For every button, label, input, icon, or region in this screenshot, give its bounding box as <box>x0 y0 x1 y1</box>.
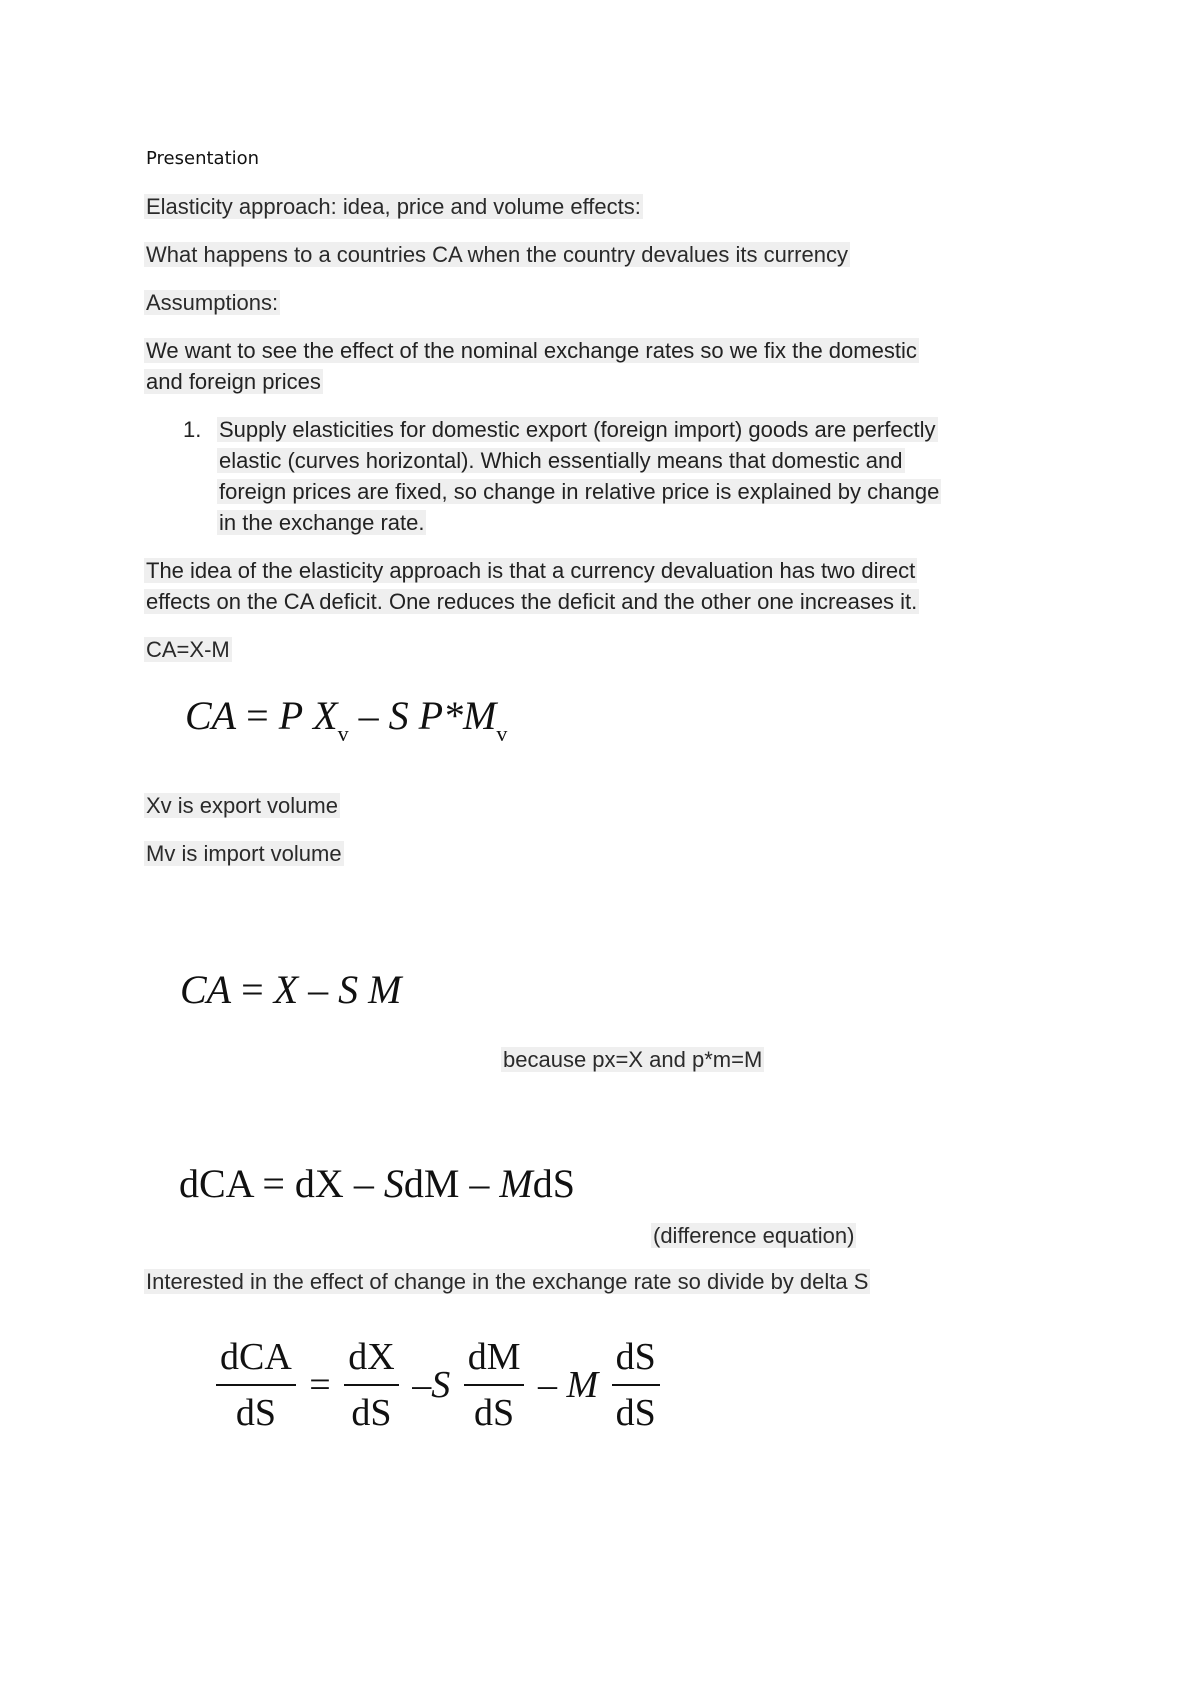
paragraph-difference-equation: (difference equation) <box>653 1223 855 1248</box>
equation-derivative: $\frac{\text{dCA}}{dS}$ = $\frac{dX}{dS}$ –S $\frac{dM}{dS}$ – M $\frac{dS}{dS}$ <box>212 1330 664 1440</box>
paragraph-mv-definition: Mv is import volume <box>146 841 342 866</box>
paragraph-question: What happens to a countries CA when the country devalues its currency <box>146 242 848 267</box>
paragraph-assumptions: Assumptions: <box>146 290 279 315</box>
equation-difference: dCA = dX – SdM – MdS <box>179 1161 575 1206</box>
paragraph-ca-definition: CA=X-M <box>146 637 230 662</box>
list-item-supply-elasticities: Supply elasticities for domestic export (foreign import) goods are perfectly elastic (curves horizontal). Which essentially means that domestic and foreign prices are fixed, so change in relative price is explained by change in the exchange rate. <box>219 417 940 535</box>
paragraph-because: because px=X and p*m=M <box>503 1047 763 1072</box>
paragraph-fix-prices: We want to see the effect of the nominal exchange rates so we fix the domestic and foreign prices <box>146 338 917 394</box>
fraction-ds-ds: $\frac{dS}{dS}$ <box>612 1330 660 1440</box>
equation-ca-volumes: CA = P $X_v$ – S $P*M_v$ <box>185 693 508 746</box>
fraction-dm-ds: $\frac{dM}{dS}$ <box>464 1330 525 1440</box>
paragraph-xv-definition: Xv is export volume <box>146 793 338 818</box>
fraction-dca-ds: $\frac{\text{dCA}}{dS}$ <box>216 1330 296 1440</box>
paragraph-idea: The idea of the elasticity approach is that a currency devaluation has two direct effects on the CA deficit. One reduces the deficit and the other one increases it. <box>146 558 918 614</box>
paragraph-interested: Interested in the effect of change in the exchange rate so divide by delta S <box>146 1269 869 1294</box>
document-heading: Presentation <box>146 148 260 169</box>
list-number: 1. <box>183 417 202 442</box>
fraction-dx-ds: $\frac{dX}{dS}$ <box>344 1330 398 1440</box>
equation-ca-values: CA = X – S M <box>180 967 402 1012</box>
paragraph-elasticity-approach: Elasticity approach: idea, price and volume effects: <box>146 194 641 219</box>
